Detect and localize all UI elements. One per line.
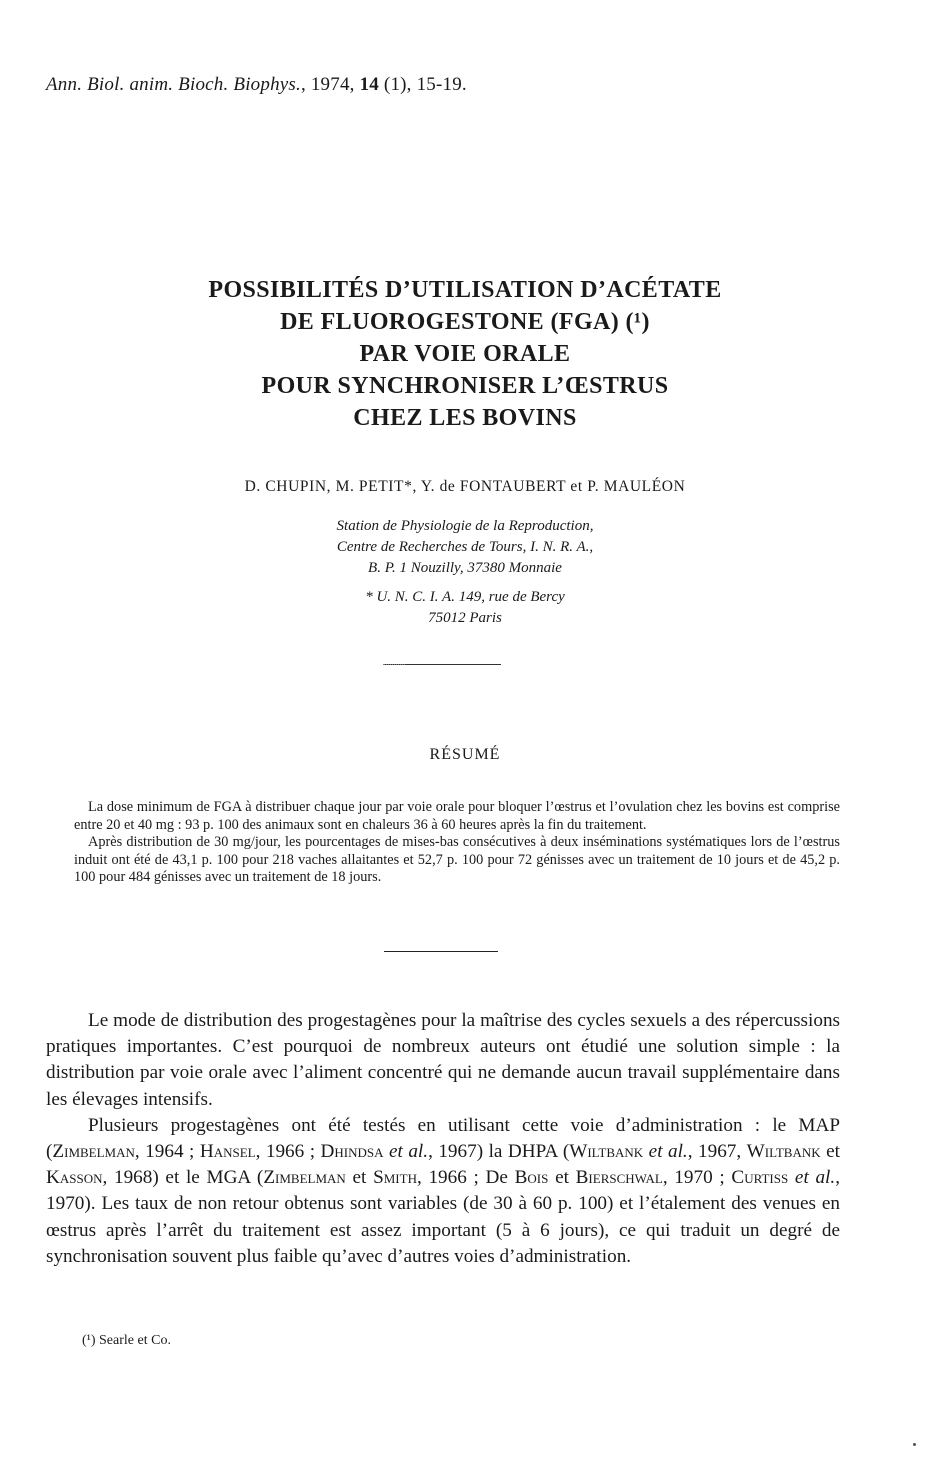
citation-author: Kasson — [46, 1167, 103, 1189]
title-line: POUR SYNCHRONISER L’ŒSTRUS — [261, 373, 669, 399]
citation-year: , 1974, — [300, 74, 360, 95]
title-line: DE FLUOROGESTONE (FGA) (¹) — [280, 309, 650, 335]
body-text-run: , 1968) et le MGA ( — [102, 1167, 264, 1189]
citation-author: Wiltbank — [569, 1141, 644, 1163]
affiliation-line: * U. N. C. I. A. 149, rue de Bercy — [365, 589, 565, 605]
citation-author: Zimbelman — [263, 1167, 346, 1189]
citation-author: Bois — [514, 1167, 549, 1189]
citation-author: Curtiss — [731, 1167, 789, 1189]
body-text — [46, 1008, 840, 1270]
title-line: PAR VOIE ORALE — [359, 341, 571, 367]
affiliation-line: Station de Physiologie de la Reproduction, — [336, 518, 594, 534]
body-text-run: , 1964 ; — [134, 1141, 200, 1163]
body-text-run: et — [548, 1167, 576, 1189]
section-divider — [384, 951, 498, 952]
body-text-run: , 1970). Les taux de non retour obtenus sont variables (de 30 à 60 p. 100) et l’étalement des venues en œstrus après l’arrêt du traitement est assez important (5 à 6 jours), ce qui traduit un degré de synchronisation souvent plus faible qu’avec d’autres voies d’administration. — [46, 1167, 840, 1267]
body-text-run: et — [345, 1167, 374, 1189]
body-text-run: , 1967) la DHPA ( — [428, 1141, 570, 1163]
abstract-paragraph: La dose minimum de FGA à distribuer chaque jour par voie orale pour bloquer l’œstrus et l’ovulation chez les bovins est comprise entre 20 et 40 mg : 93 p. 100 des animaux sont en chaleurs 36 à 60 heures après la fin du traitement. — [74, 799, 840, 833]
body-text-run — [788, 1167, 795, 1188]
body-text-run: , 1966 ; — [255, 1141, 321, 1163]
citation-author: Smith — [373, 1167, 417, 1189]
citation-issue-pages: (1), 15-19. — [378, 74, 467, 95]
affiliation-line: Centre de Recherches de Tours, I. N. R. A., — [336, 539, 594, 555]
title-line: CHEZ LES BOVINS — [353, 405, 577, 431]
citation-author: Wiltbank — [746, 1141, 821, 1163]
citation-author: Hansel — [199, 1141, 256, 1163]
affiliation-line: B. P. 1 Nouzilly, 37380 Monnaie — [368, 560, 562, 576]
body-text-run: et — [820, 1141, 840, 1163]
body-text-run: Plusieurs progestagènes ont été testés en utilisant cette voie d’administration : le MAP ( — [46, 1114, 840, 1163]
page-mark — [913, 1443, 916, 1446]
author-list: D. CHUPIN, M. PETIT*, Y. de FONTAUBERT et P. MAULÉON — [244, 478, 686, 495]
abstract-paragraph: Après distribution de 30 mg/jour, les pourcentages de mises-bas consécutives à deux inséminations systématiques lors de l’œstrus induit ont été de 43,1 p. 100 pour 218 vaches allaitantes et 52,7 p. 100 pour 72 génisses avec un traitement de 10 jours et de 45,2 p. 100 pour 484 génisses avec un traitement de 18 jours. — [74, 834, 840, 886]
affiliation-line: 75012 Paris — [428, 610, 502, 626]
abstract-heading: RÉSUMÉ — [429, 746, 501, 763]
body-text-run: , 1970 ; — [662, 1167, 732, 1189]
title-line: POSSIBILITÉS D’UTILISATION D’ACÉTATE — [208, 277, 722, 303]
section-divider — [383, 664, 501, 665]
body-text-run: , 1966 ; De — [416, 1167, 515, 1189]
journal-name: Ann. Biol. anim. Bioch. Biophys. — [46, 74, 301, 95]
citation-etal: et al. — [389, 1141, 429, 1163]
footnote: (¹) Searle et Co. — [82, 1333, 171, 1348]
body-paragraph — [46, 1113, 840, 1270]
affiliation-block — [100, 516, 830, 629]
citation-author: Zimbelman — [52, 1141, 135, 1163]
citation-etal: et al. — [648, 1141, 688, 1163]
journal-citation — [46, 74, 467, 96]
body-text-run: , 1967, — [687, 1141, 747, 1163]
citation-author: Bierschwal — [575, 1167, 663, 1189]
paper-title — [100, 274, 830, 434]
abstract-text — [74, 799, 840, 887]
citation-author: Dhindsa — [320, 1141, 384, 1163]
affiliation-spacer — [100, 579, 830, 587]
citation-volume: 14 — [359, 74, 379, 95]
body-paragraph: Le mode de distribution des progestagènes pour la maîtrise des cycles sexuels a des répercussions pratiques importantes. C’est pourquoi de nombreux auteurs ont étudié une solution simple : la distribution par voie orale avec l’aliment concentré qui ne demande aucun travail supplémentaire dans les élevages intensifs. — [46, 1010, 840, 1110]
citation-etal: et al. — [794, 1167, 836, 1189]
